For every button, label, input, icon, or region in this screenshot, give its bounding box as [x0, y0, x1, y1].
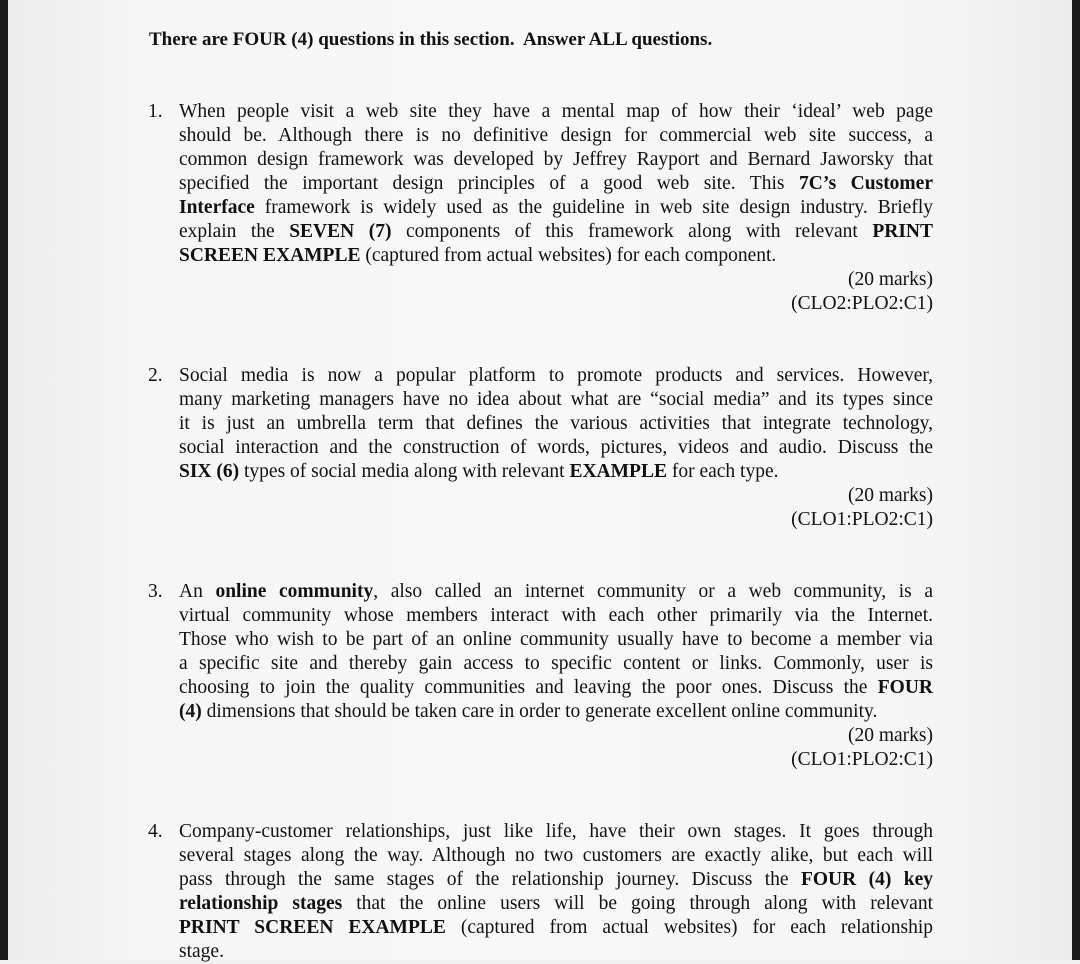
text-line: [179, 580, 933, 604]
text-run: specified the important design principles of a good web site. This: [179, 173, 799, 194]
text-run: stage.: [179, 941, 224, 962]
text-run: Social media is now a popular platform to promote products and services. However,: [179, 365, 933, 386]
text-line: [179, 940, 933, 964]
clo-mapping-label: (CLO1:PLO2:C1): [791, 509, 933, 530]
text-run: Company-customer relationships, just like life, have their own stages. It goes through: [179, 821, 933, 842]
text-run: pass through the same stages of the relationship journey. Discuss the: [179, 869, 801, 890]
document-page: [8, 0, 1072, 960]
text-run: An: [179, 581, 216, 602]
text-run: When people visit a web site they have a mental map of how their ‘ideal’ web page: [179, 101, 933, 122]
text-run: common design framework was developed by Jeffrey Rayport and Bernard Jaworsky that: [179, 149, 933, 170]
text-line: [179, 604, 933, 628]
question-text: [179, 820, 933, 964]
bold-text: Interface: [179, 197, 255, 218]
dark-border-left: [0, 0, 8, 960]
bold-text: relationship stages: [179, 893, 343, 914]
dark-border-right: [1072, 0, 1080, 960]
text-line: [179, 700, 933, 724]
question-number: 3.: [148, 581, 163, 602]
bold-text: FOUR: [877, 677, 933, 698]
bold-text: (4): [179, 701, 202, 722]
text-line: [179, 460, 933, 484]
text-run: a specific site and thereby gain access to specific content or links. Commonly, user is: [179, 653, 933, 674]
section-instructions: There are FOUR (4) questions in this section. Answer ALL questions.: [149, 29, 713, 50]
question-number: 4.: [148, 821, 163, 842]
text-run: framework is widely used as the guideline in web site design industry. Briefly: [254, 197, 933, 218]
text-line: [179, 844, 933, 868]
text-line: [179, 676, 933, 700]
question-3: [148, 580, 933, 772]
question-4: [148, 820, 933, 964]
text-line: [179, 652, 933, 676]
text-run: it is just an umbrella term that defines the various activities that integrate technology,: [179, 413, 933, 434]
text-line: [179, 628, 933, 652]
text-run: components of this framework along with relevant: [391, 221, 873, 242]
text-run: several stages along the way. Although no two customers are exactly alike, but each will: [179, 845, 933, 866]
text-run: for each type.: [666, 461, 779, 482]
text-run: , also called an internet community or a web community, is a: [373, 581, 933, 602]
bold-text: SIX (6): [179, 461, 240, 482]
bold-text: PRINT SCREEN EXAMPLE: [179, 917, 446, 938]
bold-text: PRINT: [872, 221, 934, 242]
question-2: [148, 364, 933, 532]
text-line: [179, 172, 933, 196]
question-number: 2.: [148, 365, 163, 386]
text-run: virtual community whose members interact with each other primarily via the Internet.: [179, 605, 933, 626]
text-run: that the online users will be going through along with relevant: [342, 893, 934, 914]
text-line: [179, 196, 933, 220]
text-run: should be. Although there is no definitive design for commercial web site success, a: [179, 125, 933, 146]
marks-label: (20 marks): [847, 269, 933, 290]
question-text: [179, 580, 933, 772]
text-line: [179, 820, 933, 844]
question-text: [179, 100, 933, 316]
marks-label: (20 marks): [847, 485, 933, 506]
text-line: [179, 388, 933, 412]
text-line: [179, 124, 933, 148]
clo-mapping-label: (CLO1:PLO2:C1): [791, 749, 933, 770]
text-line: [179, 436, 933, 460]
text-line: [179, 244, 933, 268]
text-run: types of social media along with relevant: [239, 461, 570, 482]
text-run: Those who wish to be part of an online community usually have to become a member via: [179, 629, 933, 650]
bold-text: SEVEN (7): [289, 221, 392, 242]
text-run: explain the: [179, 221, 290, 242]
text-line: [179, 412, 933, 436]
text-line: [179, 100, 933, 124]
marks-label: (20 marks): [847, 725, 933, 746]
question-text: [179, 364, 933, 532]
bold-text: online community: [215, 581, 374, 602]
text-run: many marketing managers have no idea about what are “social media” and its types since: [179, 389, 933, 410]
bold-text: FOUR (4) key: [800, 869, 933, 890]
text-line: [179, 220, 933, 244]
bold-text: EXAMPLE: [569, 461, 667, 482]
text-run: (captured from actual websites) for each relationship: [445, 917, 933, 938]
text-run: choosing to join the quality communities and leaving the poor ones. Discuss the: [179, 677, 878, 698]
text-run: social interaction and the construction of words, pictures, videos and audio. Discuss the: [179, 437, 933, 458]
bold-text: SCREEN EXAMPLE: [179, 245, 361, 266]
question-1: [148, 100, 933, 316]
bold-text: 7C’s Customer: [798, 173, 933, 194]
text-line: [179, 916, 933, 940]
text-line: [179, 148, 933, 172]
clo-mapping-label: (CLO2:PLO2:C1): [791, 293, 933, 314]
text-run: dimensions that should be taken care in order to generate excellent online community.: [201, 701, 878, 722]
text-line: [179, 868, 933, 892]
text-line: [179, 364, 933, 388]
text-line: [179, 892, 933, 916]
question-number: 1.: [148, 101, 163, 122]
text-run: (captured from actual websites) for each component.: [360, 245, 777, 266]
